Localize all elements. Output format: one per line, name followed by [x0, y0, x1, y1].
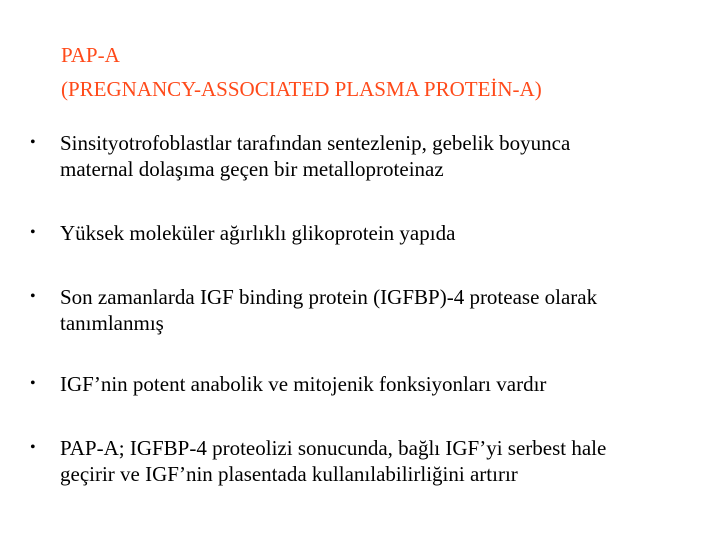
title-line-2: (PREGNANCY-ASSOCIATED PLASMA PROTEİN-A) — [61, 77, 542, 101]
bullet-icon: • — [30, 134, 36, 151]
bullet-line: geçirir ve IGF’nin plasentada kullanılabilirliğini artırır — [60, 462, 518, 486]
title-line-1: PAP-A — [61, 43, 120, 67]
bullet-text — [60, 435, 700, 487]
bullet-text — [60, 220, 700, 246]
bullet-text — [60, 371, 700, 397]
bullet-line: Yüksek moleküler ağırlıklı glikoprotein yapıda — [60, 221, 456, 245]
bullet-line: PAP-A; IGFBP-4 proteolizi sonucunda, bağlı IGF’yi serbest hale — [60, 436, 607, 460]
bullet-text — [60, 284, 700, 336]
bullet-line: tanımlanmış — [60, 311, 164, 335]
bullet-icon: • — [30, 288, 36, 305]
bullet-line: Son zamanlarda IGF binding protein (IGFBP)-4 protease olarak — [60, 285, 598, 309]
bullet-line: IGF’nin potent anabolik ve mitojenik fonksiyonları vardır — [60, 372, 547, 396]
bullet-icon: • — [30, 224, 36, 241]
bullet-line: Sinsityotrofoblastlar tarafından sentezlenip, gebelik boyunca — [60, 131, 571, 155]
bullet-icon: • — [30, 375, 36, 392]
bullet-line: maternal dolaşıma geçen bir metalloproteinaz — [60, 157, 444, 181]
bullet-text — [60, 130, 700, 182]
slide-title — [61, 38, 542, 106]
bullet-icon: • — [30, 439, 36, 456]
